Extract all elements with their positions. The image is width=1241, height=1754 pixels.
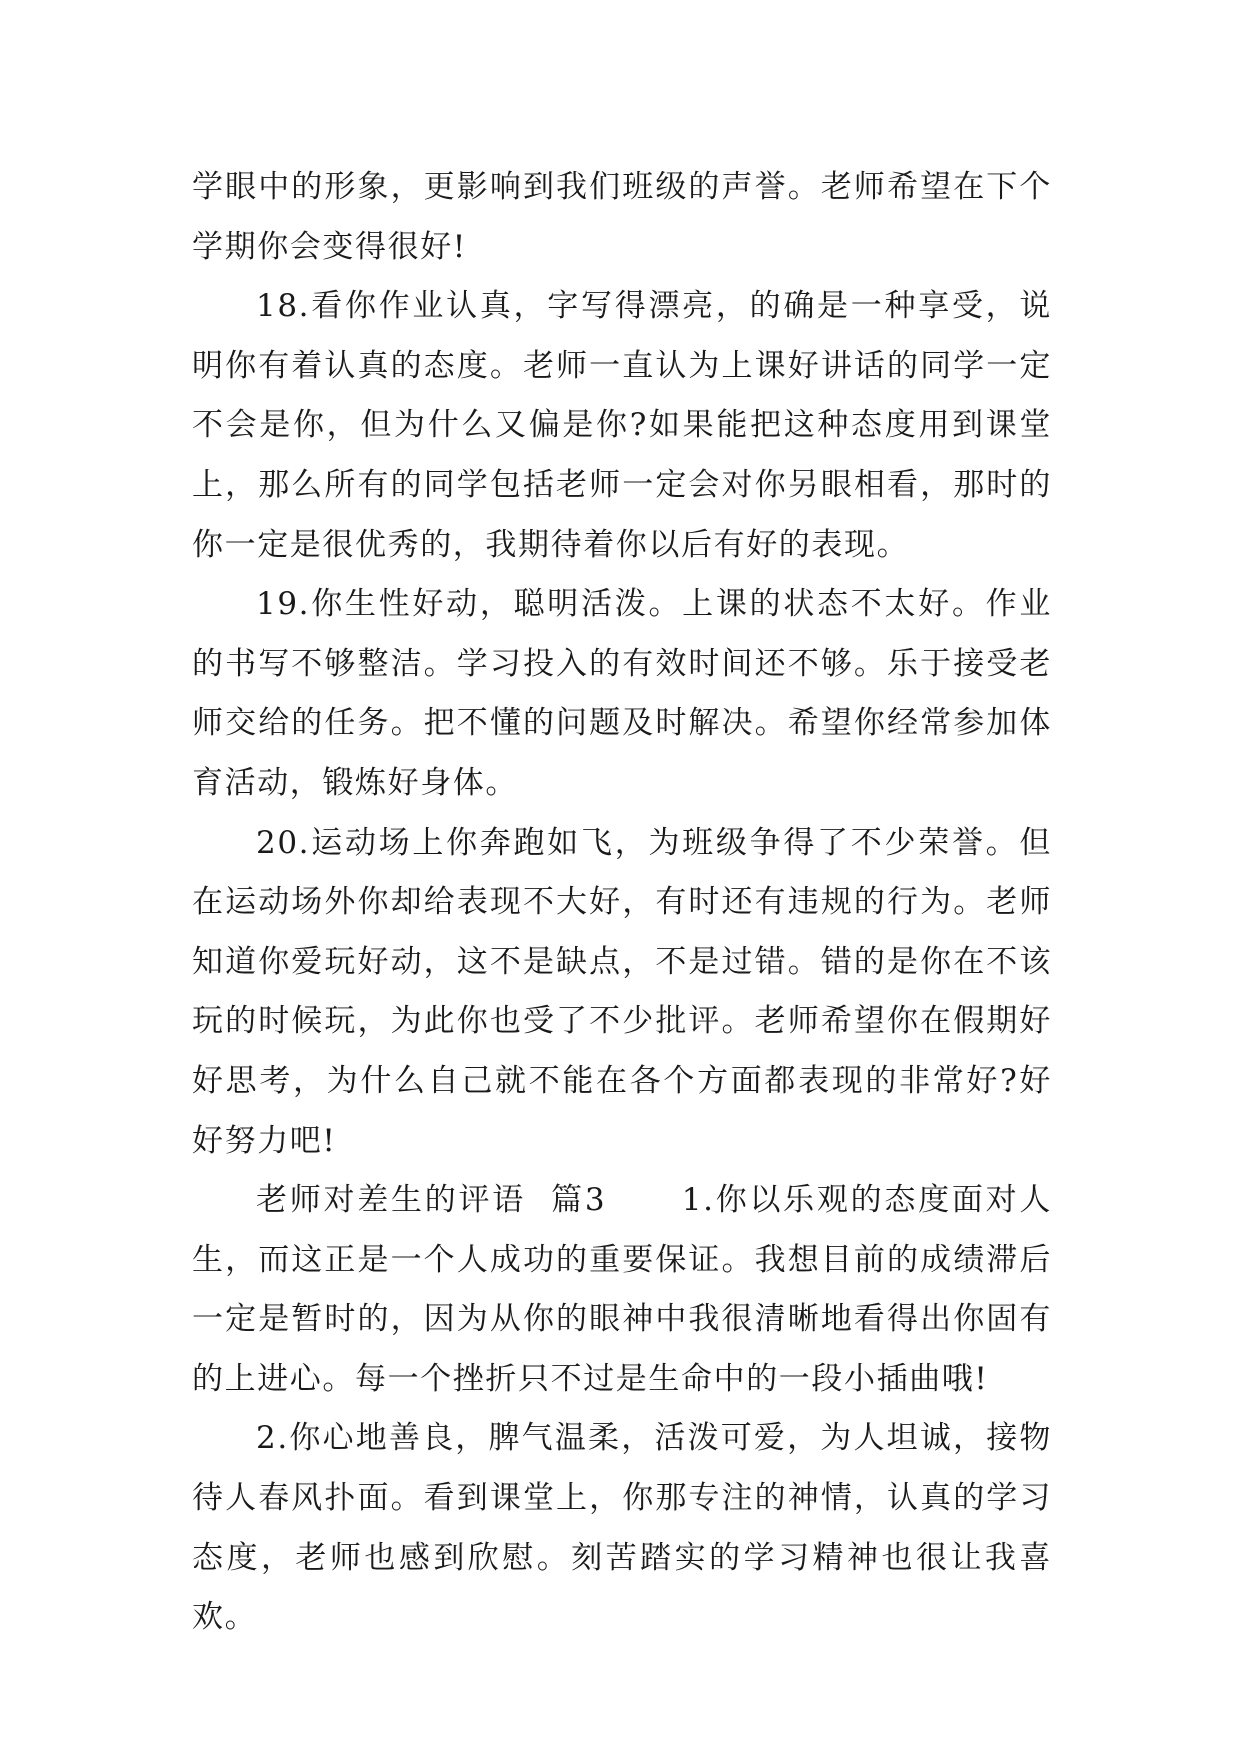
paragraph-item-18 [192,277,1052,575]
paragraph-text: 20.运动场上你奔跑如飞，为班级争得了不少荣誉。但在运动场外你却给表现不大好，有时还有违规的行为。老师知道你爱玩好动，这不是缺点，不是过错。错的是你在不该玩的时候玩，为此你也受了不少批评。老师希望你在假期好好思考，为什么自己就不能在各个方面都表现的非常好?好好努力吧! [192,824,1052,1159]
paragraph-item-2 [192,1409,1052,1647]
paragraph-item-20 [192,814,1052,1172]
paragraph-text: 19.你生性好动，聪明活泼。上课的状态不太好。作业的书写不够整洁。学习投入的有效时间还不够。乐于接受老师交给的任务。把不懂的问题及时解决。希望你经常参加体育活动，锻炼好身体。 [192,586,1052,801]
paragraph-item-19 [192,575,1052,813]
paragraph-text: 2.你心地善良，脾气温柔，活泼可爱，为人坦诚，接物待人春风扑面。看到课堂上，你那专注的神情，认真的学习态度，老师也感到欣慰。刻苦踏实的学习精神也很让我喜欢。 [192,1420,1052,1636]
heading-gap [606,1182,682,1218]
section-heading: 老师对差生的评语 篇3 [256,1182,607,1219]
document-body [192,158,1052,1648]
section-paragraph [192,1171,1052,1409]
paragraph-text: 18.看你作业认真，字写得漂亮，的确是一种享受，说明你有着认真的态度。老师一直认为上课好讲话的同学一定不会是你，但为什么又偏是你?如果能把这种态度用到课堂上，那么所有的同学包括老师一定会对你另眼相看，那时的你一定是很优秀的，我期待着你以后有好的表现。 [192,288,1052,563]
paragraph-text: 学眼中的形象，更影响到我们班级的声誉。老师希望在下个学期你会变得很好! [192,169,1052,265]
paragraph-continuation [192,158,1052,277]
section-first-item: 1.你以乐观的态度面对人生，而这正是一个人成功的重要保证。我想目前的成绩滞后一定是暂时的，因为从你的眼神中我很清晰地看得出你固有的上进心。每一个挫折只不过是生命中的一段小插曲哦! [192,1182,1052,1397]
